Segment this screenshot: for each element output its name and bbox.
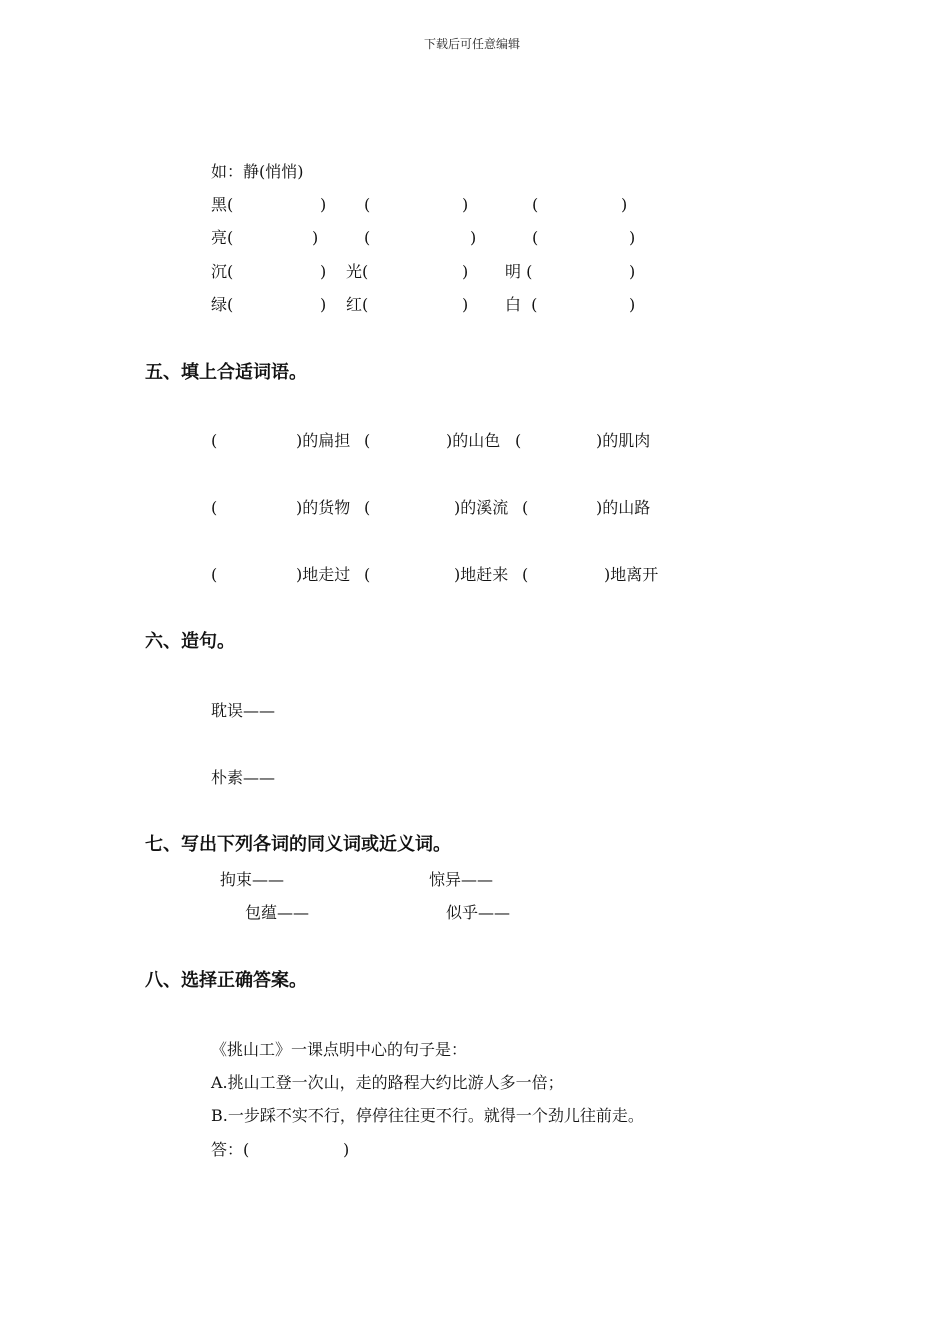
section-7-title: 七、写出下列各词的同义词或近义词。 [145,834,451,855]
row-1-col-1-close: ) [320,195,327,214]
sentence-item: 耽误—— [211,701,276,720]
row-3-col-1: 沉( [211,262,234,281]
row-4-col-1: 绿( [211,295,234,314]
synonym-item: 惊异—— [429,870,494,889]
synonym-item: 似乎—— [446,903,511,922]
fill-item-text: )的溪流 [454,498,509,517]
fill-item-open: ( [364,431,371,450]
row-3-col-2-close: ) [462,262,469,281]
fill-item-text: )的山路 [596,498,651,517]
fill-item-open: ( [211,498,218,517]
fill-item-open: ( [515,431,522,450]
option-a: A.挑山工登一次山，走的路程大约比游人多一倍； [211,1073,564,1092]
row-4-col-2-close: ) [462,295,469,314]
row-2-col-2: ( [364,228,371,247]
row-2-col-1-close: ) [312,228,319,247]
option-b: B.一步踩不实不行，停停往往更不行。就得一个劲儿往前走。 [211,1106,644,1125]
row-2-col-3: ( [532,228,539,247]
row-2-col-2-close: ) [470,228,477,247]
fill-item-open: ( [211,431,218,450]
row-1-col-1: 黑( [211,195,234,214]
row-1-col-2: ( [364,195,371,214]
fill-item-open: ( [522,498,529,517]
header-note: 下载后可任意编辑 [424,37,521,51]
row-3-col-3-close: ) [629,262,636,281]
fill-item-text: )地走过 [296,565,351,584]
row-4-col-2: 红( [346,295,369,314]
question-text: 《挑山工》一课点明中心的句子是： [211,1040,468,1059]
section-8-title: 八、选择正确答案。 [145,970,307,991]
section-5-title: 五、填上合适词语。 [145,362,307,383]
fill-item-text: )地离开 [604,565,659,584]
row-3-col-3: 明 ( [505,262,533,281]
fill-item-open: ( [364,565,371,584]
row-2-col-3-close: ) [629,228,636,247]
example-line: 如：静(悄悄) [211,162,304,181]
fill-item-open: ( [522,565,529,584]
fill-item-text: )的肌肉 [596,431,651,450]
row-3-col-1-close: ) [320,262,327,281]
synonym-item: 包蕴—— [245,903,310,922]
sentence-item: 朴素—— [211,768,276,787]
fill-item-text: )的货物 [296,498,351,517]
fill-item-text: )的扁担 [296,431,351,450]
answer-close: ) [343,1140,350,1159]
fill-item-open: ( [211,565,218,584]
row-4-col-3-close: ) [629,295,636,314]
fill-item-open: ( [364,498,371,517]
fill-item-text: )的山色 [446,431,501,450]
answer-label: 答：( [211,1140,250,1159]
row-2-col-1: 亮( [211,228,234,247]
row-1-col-3: ( [532,195,539,214]
row-4-col-3: 白 ( [505,295,538,314]
row-1-col-3-close: ) [621,195,628,214]
synonym-item: 拘束—— [220,870,285,889]
row-4-col-1-close: ) [320,295,327,314]
row-3-col-2: 光( [346,262,369,281]
fill-item-text: )地赶来 [454,565,509,584]
row-1-col-2-close: ) [462,195,469,214]
section-6-title: 六、造句。 [145,631,235,652]
